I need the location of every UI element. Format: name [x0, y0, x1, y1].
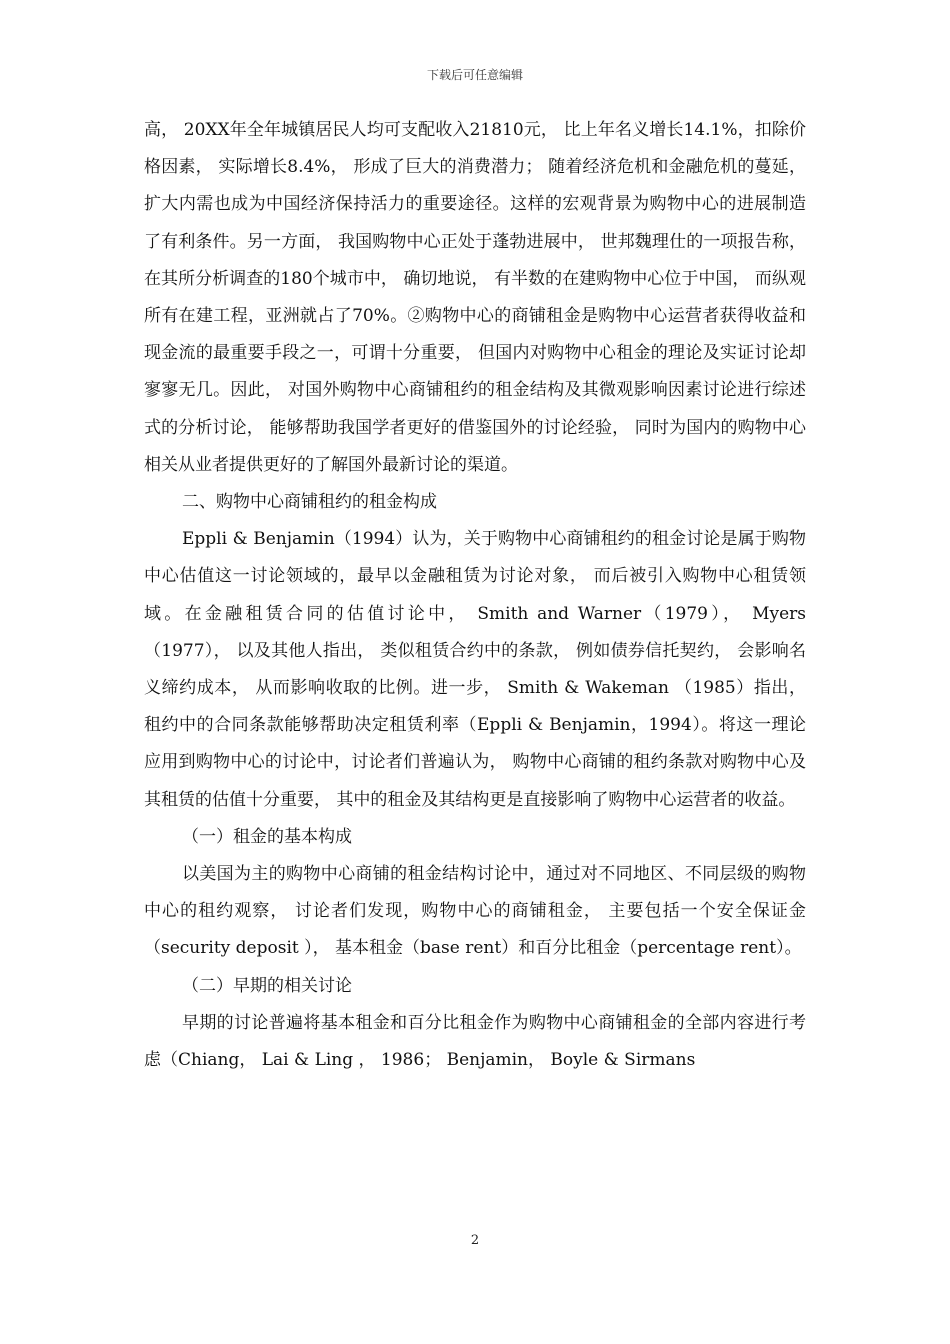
paragraph-intro-continuation: 高， 20XX年全年城镇居民人均可支配收入21810元， 比上年名义增长14.1%，扣除价格因素， 实际增长8.4%， 形成了巨大的消费潜力； 随着经济危机和金融危机的蔓延， 扩大内需也成为中国经济保持活力的重要途径。这样的宏观背景为购物中心的进展制造了有利条件。另一方面， 我国购物中心正处于蓬勃进展中， 世邦魏理仕的一项报告称， 在其所分析调查的180个城市中， 确切地说， 有半数的在建购物中心位于中国， 而纵观所有在建工程，亚洲就占了70%。②购物中心的商铺租金是购物中心运营者获得收益和现金流的最重要手段之一，可谓十分重要， 但国内对购物中心租金的理论及实证讨论却寥寥无几。因此， 对国外购物中心商铺租约的租金结构及其微观影响因素讨论进行综述式的分析讨论， 能够帮助我国学者更好的借鉴国外的讨论经验， 同时为国内的购物中心相关从业者提供更好的了解国外最新讨论的渠道。 — [144, 120, 806, 475]
subheading-basic-rent-structure: （一）租金的基本构成 — [182, 826, 352, 847]
paragraph-eppli-benjamin: Eppli & Benjamin（1994）认为，关于购物中心商铺租约的租金讨论是属于购物中心估值这一讨论领域的，最早以金融租赁为讨论对象， 而后被引入购物中心租赁领域。在金融租赁合同的估值讨论中， Smith and Warner（1979）， Myers （1977）， 以及其他人指出， 类似租赁合约中的条款， 例如债券信托契约， 会影响名义缔约成本， 从而影响收取的比例。进一步， Smith & Wakeman （1985）指出， 租约中的合同条款能够帮助决定租赁利率（Eppli & Benjamin，1994）。将这一理论应用到购物中心的讨论中，讨论者们普遍认为， 购物中心商铺的租约条款对购物中心及其租赁的估值十分重要， 其中的租金及其结构更是直接影响了购物中心运营者的收益。 — [144, 529, 806, 810]
page-number: 2 — [470, 1233, 480, 1248]
section-heading-rent-structure: 二、购物中心商铺租约的租金构成 — [182, 492, 437, 513]
paragraph-early-research: 早期的讨论普遍将基本租金和百分比租金作为购物中心商铺租金的全部内容进行考虑（Chiang， Lai & Ling ， 1986； Benjamin， Boyle & Sirmans — [144, 1012, 806, 1071]
page-header-note: 下载后可任意编辑 — [426, 68, 523, 82]
document-body — [144, 112, 806, 1079]
subheading-early-research: （二）早期的相关讨论 — [182, 975, 352, 996]
paragraph-us-rent-structure: 以美国为主的购物中心商铺的租金结构讨论中，通过对不同地区、不同层级的购物中心的租约观察， 讨论者们发现，购物中心的商铺租金， 主要包括一个安全保证金（security deposit ）， 基本租金（base rent）和百分比租金（percentage rent）。 — [144, 864, 806, 959]
